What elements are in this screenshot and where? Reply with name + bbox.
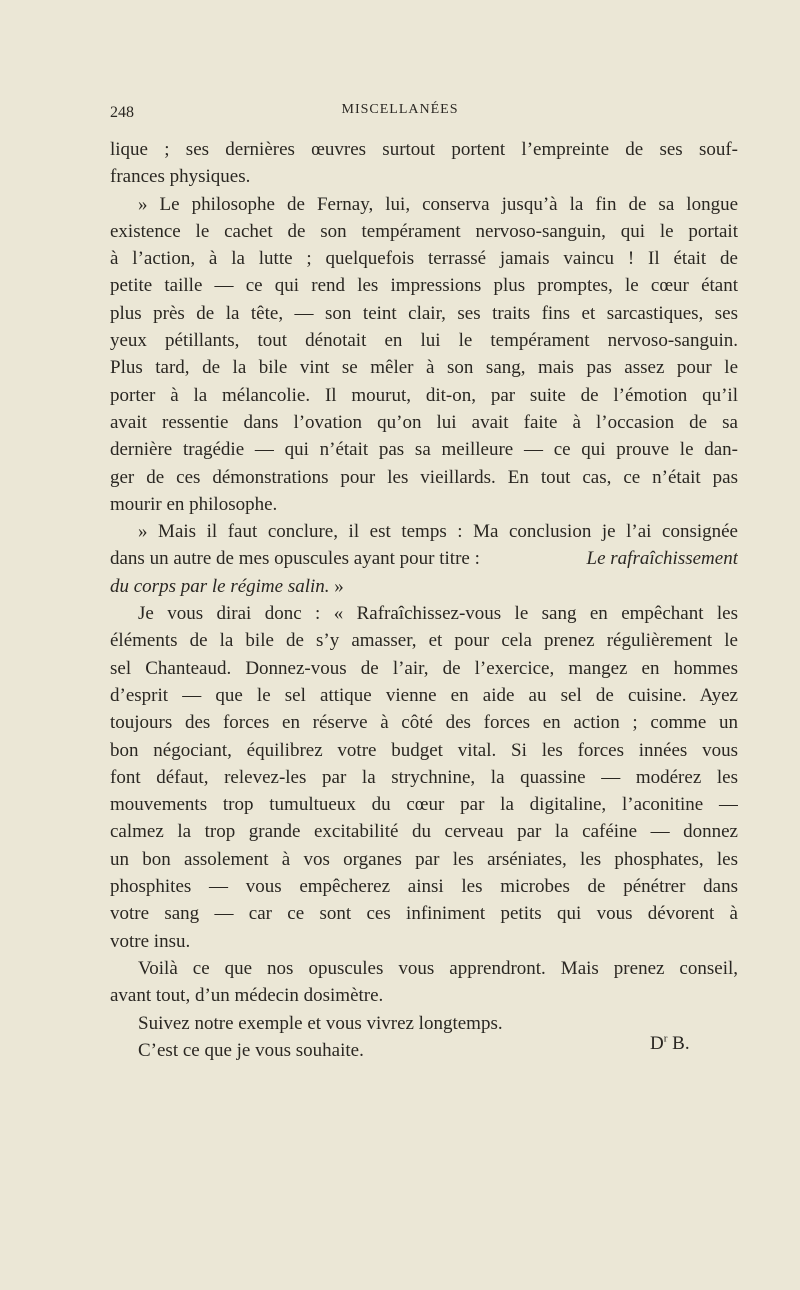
- text-line: sel Chanteaud. Donnez-vous de l’air, de l’exercice, mangez en hommes: [110, 657, 738, 679]
- book-title-fragment: Le rafraîchissement: [586, 548, 738, 570]
- text-line: lique ; ses dernières œuvres surtout portent l’empreinte de ses souf-: [110, 139, 738, 160]
- text-line: frances physiques.: [110, 166, 251, 188]
- text-line: porter à la mélancolie. Il mourut, dit-on, par suite de l’émotion qu’il: [110, 384, 738, 406]
- text-line: C’est ce que je vous souhaite.: [138, 1039, 364, 1061]
- book-title-fragment: du corps par le régime salin.: [110, 575, 330, 597]
- text-line: [110, 573, 738, 600]
- text-line: [110, 545, 738, 572]
- page-header: [0, 104, 800, 128]
- text-line: toujours des forces en réserve à côté des forces en action ; comme un: [110, 712, 738, 734]
- text-line: ger de ces démonstrations pour les vieillards. En tout cas, ce n’était pas: [110, 466, 738, 488]
- signature-superscript: r: [663, 1032, 668, 1045]
- text-line: petite taille — ce qui rend les impressions plus promptes, le cœur étant: [110, 275, 738, 297]
- text-line: avant tout, d’un médecin dosimètre.: [110, 985, 384, 1007]
- text-line: un bon assolement à vos organes par les arséniates, les phosphates, les: [110, 848, 738, 870]
- signature-prefix: D: [650, 1033, 664, 1054]
- text-line: avait ressentie dans l’ovation qu’on lui avait faite à l’occasion de sa: [110, 411, 738, 433]
- page-number: 248: [110, 104, 134, 121]
- body-text: [110, 136, 738, 1064]
- text-line: mouvements trop tumultueux du cœur par la digitaline, l’aconitine —: [110, 794, 738, 816]
- text-line: votre insu.: [110, 930, 191, 952]
- text-line: d’esprit — que le sel attique vienne en aide au sel de cuisine. Ayez: [110, 684, 738, 706]
- text-line: éléments de la bile de s’y amasser, et pour cela prenez régulièrement le: [110, 630, 738, 652]
- text-line: Plus tard, de la bile vint se mêler à son sang, mais pas assez pour le: [110, 357, 738, 379]
- text-line: calmez la trop grande excitabilité du cerveau par la caféine — donnez: [110, 821, 738, 843]
- text-line: existence le cachet de son tempérament nervoso-sanguin, qui le portait: [110, 220, 738, 242]
- text-line: » Mais il faut conclure, il est temps : Ma conclusion je l’ai consignée: [138, 521, 738, 543]
- text-line: yeux pétillants, tout dénotait en lui le tempérament nervoso-sanguin.: [110, 330, 738, 352]
- text-line: font défaut, relevez-les par la strychnine, la quassine — modérez les: [110, 766, 738, 788]
- signature-name: B.: [667, 1033, 690, 1054]
- text-line: Suivez notre exemple et vous vivrez longtemps.: [138, 1012, 503, 1034]
- text-line: dernière tragédie — qui n’était pas sa meilleure — ce qui prouve le dan-: [110, 439, 738, 461]
- text-line: à l’action, à la lutte ; quelquefois terrassé jamais vaincu ! Il était de: [110, 248, 738, 270]
- text-line: plus près de la tête, — son teint clair, ses traits fins et sarcastiques, ses: [110, 302, 738, 324]
- text-line: Voilà ce que nos opuscules vous apprendront. Mais prenez conseil,: [138, 957, 738, 979]
- text-line: bon négociant, équilibrez votre budget vital. Si les forces innées vous: [110, 739, 738, 761]
- signature: [650, 1033, 690, 1055]
- text-fragment: dans un autre de mes opuscules ayant pour titre :: [110, 548, 480, 570]
- text-line: Je vous dirai donc : « Rafraîchissez-vous le sang en empêchant les: [138, 603, 738, 625]
- text-line: phosphites — vous empêcherez ainsi les microbes de pénétrer dans: [110, 876, 738, 898]
- running-title: MISCELLANÉES: [341, 102, 459, 117]
- text-line: » Le philosophe de Fernay, lui, conserva jusqu’à la fin de sa longue: [138, 193, 738, 215]
- text-fragment: »: [329, 575, 344, 597]
- text-line: mourir en philosophe.: [110, 493, 278, 515]
- text-line: votre sang — car ce sont ces infiniment petits qui vous dévorent à: [110, 903, 738, 925]
